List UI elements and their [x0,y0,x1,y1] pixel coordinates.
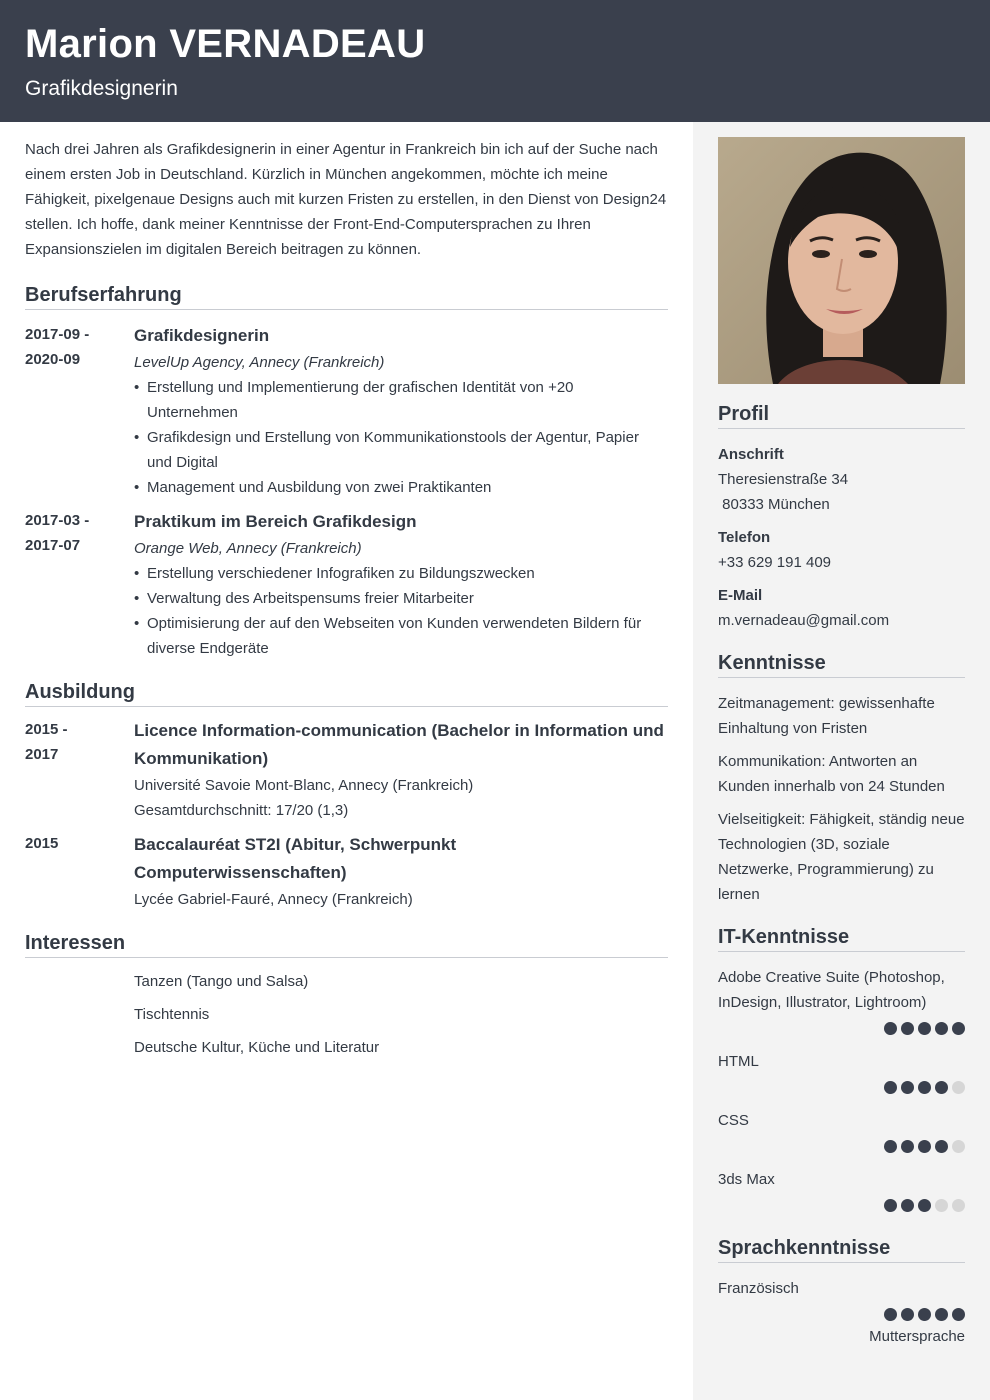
interest-item: Tischtennis [134,1006,210,1023]
date-start: 2017-03 - [25,512,90,529]
rating-dot-filled [884,1199,897,1212]
email-label: E-Mail [718,587,763,604]
rating-dot-filled [935,1140,948,1153]
entry-bullets [134,561,668,661]
rating-dot-filled [935,1022,948,1035]
language-name: Französisch [718,1280,799,1297]
language-level: Muttersprache [869,1328,965,1345]
rating-dot-filled [884,1081,897,1094]
rating-dot-empty [952,1199,965,1212]
rating-dot-filled [918,1140,931,1153]
rating-dot-empty [952,1140,965,1153]
rating-dot-filled [901,1022,914,1035]
rating-dot-filled [901,1308,914,1321]
date-end: 2017 [25,746,59,763]
it-skill-name: CSS [718,1112,749,1129]
rating-dot-filled [952,1022,965,1035]
profile-photo [718,137,965,384]
it-skill-name: Adobe Creative Suite (Photoshop, InDesign, Illustrator, Lightroom) [718,969,945,1011]
portrait-image [718,137,965,384]
education-heading: Ausbildung [25,681,668,707]
it-skills-heading: IT-Kenntnisse [718,926,965,952]
rating-dot-filled [901,1081,914,1094]
bullet-item: • Erstellung verschiedener Infografiken zu Bildungszwecken [134,561,668,586]
bullet-item: • Erstellung und Implementierung der grafischen Identität von +20 Unternehmen [134,375,668,425]
language-rating [718,1308,965,1321]
resume-header [0,0,990,122]
phone-label: Telefon [718,529,771,546]
rating-dot-filled [901,1140,914,1153]
skill-rating [718,1022,965,1035]
education-entry [25,717,668,823]
date-end: 2020-09 [25,351,81,368]
candidate-title: Grafikdesignerin [25,77,178,100]
date-end: 2017-07 [25,537,81,554]
bullet-item: • Verwaltung des Arbeitspensums freier Mitarbeiter [134,586,668,611]
experience-heading: Berufserfahrung [25,284,668,310]
it-skill-name: HTML [718,1053,759,1070]
experience-entry [25,508,668,661]
rating-dot-filled [935,1308,948,1321]
entry-title: Grafikdesignerin [134,326,270,345]
entry-date [25,717,125,767]
phone-value: +33 629 191 409 [718,554,832,571]
date-start: 2017-09 - [25,326,90,343]
address-line-1: Theresienstraße 34 [718,471,849,488]
entry-title: Praktikum im Bereich Grafikdesign [134,512,417,531]
skill-rating [718,1199,965,1212]
entry-grade: Gesamtdurchschnitt: 17/20 (1,3) [134,802,349,819]
interests-heading: Interessen [25,932,668,958]
it-skill-name: 3ds Max [718,1171,775,1188]
interest-item: Tanzen (Tango und Salsa) [134,973,309,990]
date-start: 2015 [25,835,59,852]
skill-item: Vielseitigkeit: Fähigkeit, ständig neue Technologien (3D, soziale Netzwerke, Programmierung) zu lernen [718,811,965,903]
address-line-2: 80333 München [718,496,830,513]
rating-dot-filled [918,1022,931,1035]
languages-heading: Sprachkenntnisse [718,1237,965,1263]
entry-company: Orange Web, Annecy (Frankreich) [134,540,362,557]
rating-dot-filled [884,1140,897,1153]
candidate-name: Marion VERNADEAU [25,22,426,66]
entry-title: Baccalauréat ST2I (Abitur, Schwerpunkt Computerwissenschaften) [134,835,457,882]
rating-dot-filled [918,1081,931,1094]
main-column [25,137,668,1068]
rating-dot-filled [884,1308,897,1321]
skills-heading: Kenntnisse [718,652,965,678]
rating-dot-empty [952,1081,965,1094]
entry-date [25,831,125,856]
date-start: 2015 - [25,721,68,738]
profile-heading: Profil [718,403,965,429]
interests-list [25,969,668,1060]
address-label: Anschrift [718,446,784,463]
skill-rating [718,1140,965,1153]
entry-school: Université Savoie Mont-Blanc, Annecy (Frankreich) [134,777,474,794]
education-entry [25,831,668,912]
bullet-item: • Optimisierung der auf den Webseiten von Kunden verwendeten Bildern für diverse Endgeräte [134,611,668,661]
entry-school: Lycée Gabriel-Fauré, Annecy (Frankreich) [134,891,413,908]
bullet-item: • Management und Ausbildung von zwei Praktikanten [134,475,668,500]
interest-item: Deutsche Kultur, Küche und Literatur [134,1039,380,1056]
rating-dot-empty [935,1199,948,1212]
email-value: m.vernadeau@gmail.com [718,612,890,629]
entry-date [25,322,125,372]
rating-dot-filled [884,1022,897,1035]
skill-rating [718,1081,965,1094]
summary-text: Nach drei Jahren als Grafikdesignerin in einer Agentur in Frankreich bin ich auf der Suche nach einem ersten Job in Deutschland. Kürzlich in München angekommen, möchte ich meine Fähigkeit, pixelgenaue Designs auch mit kurzen Fristen zu erstellen, in den Dienst von Design24 stellen. Ich hoffe, dank meiner Kenntnisse der Front-End-Computersprachen zu Ihren Expansionszielen im digitalen Bereich beitragen zu können. [25,141,667,258]
experience-entry [25,322,668,500]
skill-item: Kommunikation: Antworten an Kunden innerhalb von 24 Stunden [718,753,945,795]
rating-dot-filled [918,1308,931,1321]
bullet-item: • Grafikdesign und Erstellung von Kommunikationstools der Agentur, Papier und Digital [134,425,668,475]
rating-dot-filled [901,1199,914,1212]
rating-dot-filled [952,1308,965,1321]
entry-bullets [134,375,668,500]
skill-item: Zeitmanagement: gewissenhafte Einhaltung von Fristen [718,695,935,737]
entry-title: Licence Information-communication (Bachelor in Information und Kommunikation) [134,721,664,768]
entry-company: LevelUp Agency, Annecy (Frankreich) [134,354,385,371]
entry-date [25,508,125,558]
rating-dot-filled [918,1199,931,1212]
rating-dot-filled [935,1081,948,1094]
